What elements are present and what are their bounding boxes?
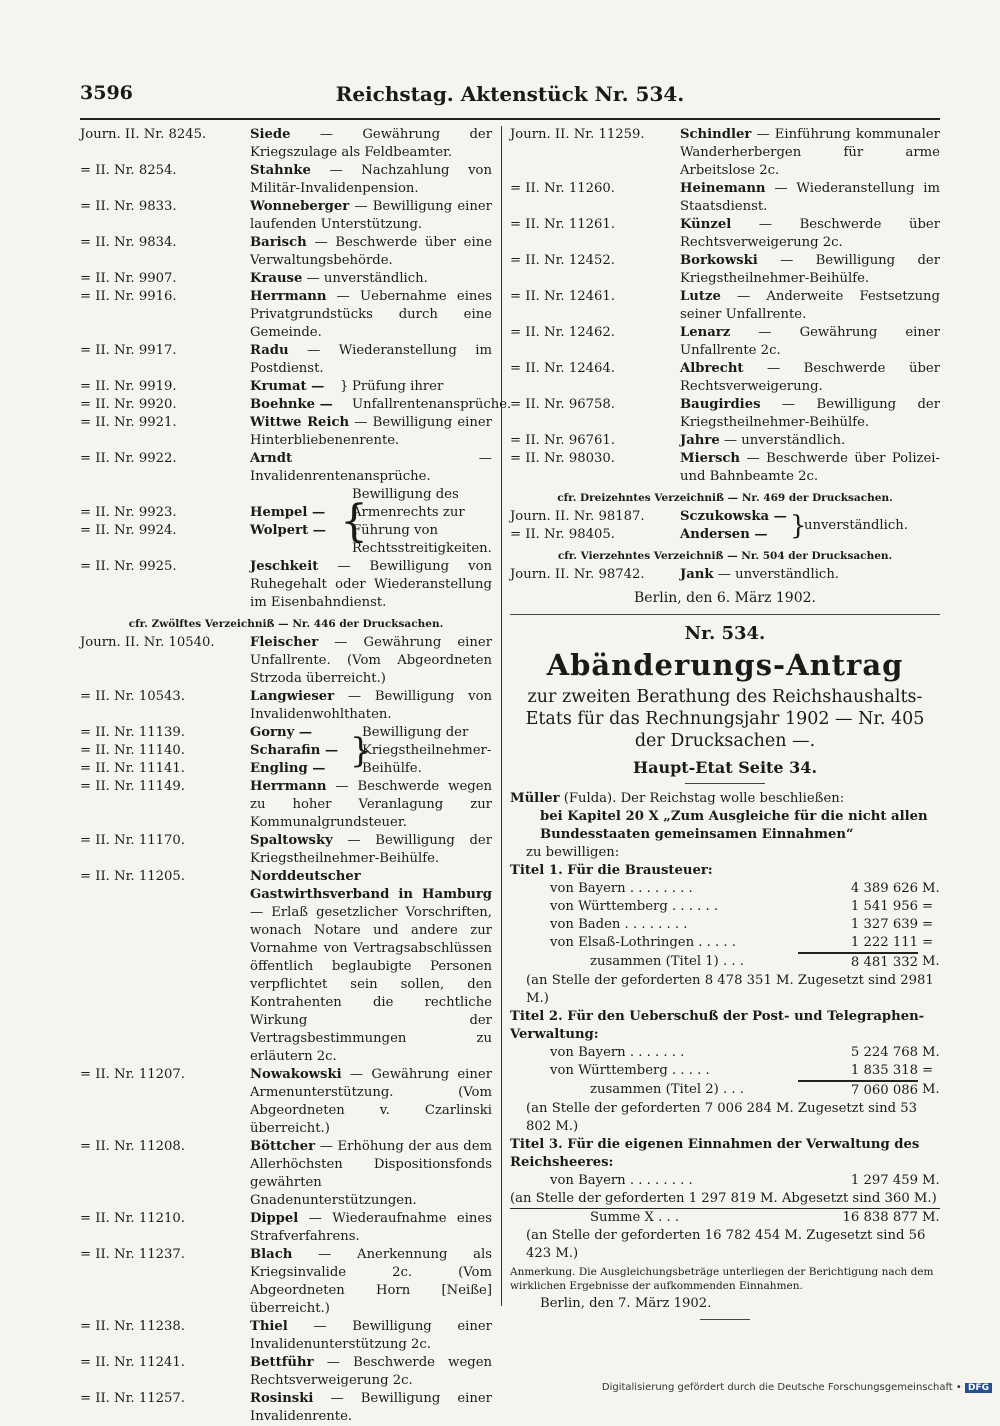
group-refs xyxy=(80,378,250,414)
petition-entry xyxy=(510,566,940,584)
petition-ref: = II. Nr. 96761. xyxy=(510,433,615,448)
petitioner-name: Krumat — xyxy=(250,379,325,394)
motion-intro xyxy=(510,790,940,808)
petition-ref: = II. Nr. 9833. xyxy=(80,199,177,214)
petition-entry xyxy=(510,180,940,216)
petition-text: — Wiederanstellung im Postdienst. xyxy=(250,343,492,376)
petition-text: — Wiederanstellung im Staatsdienst. xyxy=(680,181,940,214)
petition-entry xyxy=(80,778,492,832)
petitioner-name: Baugirdies xyxy=(680,397,761,412)
section-rule xyxy=(510,614,940,615)
petitioner-name: Wonneberger xyxy=(250,199,350,214)
petition-entry xyxy=(80,868,492,1066)
petitioner-name: Sczukowska — xyxy=(680,509,787,524)
group-refs xyxy=(80,724,250,778)
petition-entry xyxy=(80,558,492,612)
petition-ref: = II. Nr. 11140. xyxy=(80,743,185,758)
digitization-footer xyxy=(602,1382,992,1393)
petitioner-name: Blach xyxy=(250,1247,293,1262)
petitioner-name: Jahre xyxy=(680,433,720,448)
brace: } xyxy=(350,731,372,771)
amount-row xyxy=(510,934,940,953)
row-amount: 1 222 111 xyxy=(798,934,918,953)
document-title: Abänderungs-Antrag xyxy=(546,648,904,682)
row-unit: M. xyxy=(922,1173,940,1188)
sum-row: zusammen (Titel 1) . . . 8 481 332 M. xyxy=(590,954,940,970)
petition-entry xyxy=(510,126,940,180)
petition-ref: = II. Nr. 11170. xyxy=(80,833,185,848)
petition-text: — Gewährung einer Unfallrente 2c. xyxy=(680,325,940,358)
petition-ref: = II. Nr. 11207. xyxy=(80,1067,185,1082)
petitioner-name: Albrecht xyxy=(680,361,744,376)
petition-entry xyxy=(80,198,492,234)
petitioner-name: Borkowski xyxy=(680,253,758,268)
petitioner-name: Wolpert — xyxy=(250,523,326,538)
petition-text: — Bewilligung einer Invalidenunterstützung 2c. xyxy=(250,1319,492,1352)
document-subtitle: zur zweiten Berathung des Reichshaushalts-Etats für das Rechnungsjahr 1902 — Nr. 405 der Drucksachen —. xyxy=(525,687,925,751)
titel-1-heading: Titel 1. Für die Brausteuer: xyxy=(510,863,713,878)
petitioner-name: Lutze xyxy=(680,289,721,304)
row-amount: 1 297 459 xyxy=(850,1173,918,1188)
petition-text: — Bewilligung der Kriegstheilnehmer-Beihülfe. xyxy=(680,397,940,430)
etat-reference: Haupt-Etat Seite 34. xyxy=(632,758,818,777)
petition-entry xyxy=(80,634,492,688)
petitioner-name: Miersch xyxy=(680,451,740,466)
footer-text: Digitalisierung gefördert durch die Deutsche Forschungsgemeinschaft • xyxy=(601,1382,962,1393)
petition-ref: = II. Nr. 96758. xyxy=(510,397,615,412)
petitioner-name: Dippel xyxy=(250,1211,299,1226)
petition-group-9919 xyxy=(80,378,512,414)
petition-text: — Gewährung der Kriegszulage als Feldbeamter. xyxy=(250,127,492,160)
petition-ref: = II. Nr. 9916. xyxy=(80,289,177,304)
petition-text: — Beschwerde über eine Verwaltungsbehörde. xyxy=(250,235,492,268)
dfg-logo: DFG xyxy=(965,1383,992,1393)
petition-entry xyxy=(510,396,940,432)
petition-ref: = II. Nr. 12461. xyxy=(510,289,615,304)
row-label: von Württemberg . . . . . . xyxy=(550,899,719,914)
petition-entry xyxy=(80,126,492,162)
petitioner-name: Fleischer xyxy=(250,635,319,650)
petitioner-name: Nowakowski xyxy=(250,1067,342,1082)
petition-text: — Einführung kommunaler Wanderherbergen für arme Arbeitslose 2c. xyxy=(680,127,940,178)
row-unit: = xyxy=(922,1063,934,1078)
petition-entry xyxy=(80,450,492,486)
petition-text: — Bewilligung der Kriegstheilnehmer-Beihülfe. xyxy=(250,833,492,866)
petition-entry xyxy=(80,1390,492,1426)
row-amount: 1 541 956 xyxy=(850,899,918,914)
petition-text: unverständlich. xyxy=(804,518,908,533)
petitioner-name: Radu xyxy=(250,343,289,358)
petition-entry xyxy=(510,216,940,252)
petition-text: — Erhöhung der aus dem Allerhöchsten Dispositionsfonds gewährten Gnadenunterstützungen. xyxy=(250,1139,492,1208)
petitioner-name: Krause xyxy=(250,271,303,286)
amount-row xyxy=(510,916,940,934)
petitioner-name: Norddeutscher Gastwirthsverband in Hamburg xyxy=(250,869,492,902)
petitioner-name: Rosinski xyxy=(250,1391,314,1406)
petition-entry xyxy=(80,1318,492,1354)
petition-text: — Anerkennung als Kriegsinvalide 2c. (Vom Abgeordneten Horn [Neiße] überreicht.) xyxy=(250,1247,492,1316)
column-divider xyxy=(501,126,502,1306)
petition-entry xyxy=(80,234,492,270)
petition-entry xyxy=(80,162,492,198)
petition-ref: = II. Nr. 11260. xyxy=(510,181,615,196)
petitioner-name: Jank xyxy=(680,567,714,582)
petitioner-name: Herrmann xyxy=(250,289,327,304)
petition-ref: Journ. II. Nr. 11259. xyxy=(510,127,645,142)
petition-entry xyxy=(80,1354,492,1390)
petition-entry xyxy=(510,288,940,324)
petition-ref: = II. Nr. 11237. xyxy=(80,1247,185,1262)
petition-text: — Gewährung einer Armenunterstützung. (Vom Abgeordneten v. Czarlinski überreicht.) xyxy=(250,1067,492,1136)
brace: } xyxy=(790,511,807,541)
petitioner-name: Stahnke xyxy=(250,163,311,178)
titel-3-heading: Titel 3. Für die eigenen Einnahmen der Verwaltung des Reichsheeres: xyxy=(510,1137,920,1170)
petitioner-name: Siede xyxy=(250,127,291,142)
petition-ref: = II. Nr. 10543. xyxy=(80,689,185,704)
petition-group-9923 xyxy=(80,486,492,558)
petition-ref: = II. Nr. 11205. xyxy=(80,869,185,884)
petition-ref: Journ. II. Nr. 98187. xyxy=(510,509,645,524)
petition-text: Bewilligung der Kriegstheilnehmer-Beihülfe. xyxy=(362,725,492,776)
petition-text: — unverständlich. xyxy=(713,567,840,582)
petition-text: Bewilligung des Armenrechts zur Führung von Rechtsstreitigkeiten. xyxy=(352,487,492,556)
petitioner-name: Lenarz xyxy=(680,325,731,340)
sum-row: zusammen (Titel 2) . . . 7 060 086 M. xyxy=(590,1082,940,1098)
petition-group-11139 xyxy=(80,724,492,778)
petition-text: — Bewilligung einer Invalidenrente. xyxy=(250,1391,492,1424)
petition-text: — Bewilligung einer laufenden Unterstützung. xyxy=(250,199,492,232)
petition-text: — Bewilligung der Kriegstheilnehmer-Beihülfe. xyxy=(680,253,940,286)
titel-3-note: (an Stelle der geforderten 1 297 819 M. Abgesetzt sind 360 M.) xyxy=(510,1190,940,1209)
amount-row xyxy=(510,880,940,898)
petition-ref: = II. Nr. 9923. xyxy=(80,505,177,520)
petitioner-name: Engling — xyxy=(250,761,326,776)
petition-text: — Erlaß gesetzlicher Vorschriften, wonach Notare und andere zur Vornahme von Vertragsabschlüssen öffentlich beglaubigte Personen verpflichtet sein sollen, den Kontrahenten die rechtliche Wirkung der Vertragsbestimmungen zu erläutern 2c. xyxy=(250,905,492,1064)
petition-ref: = II. Nr. 11238. xyxy=(80,1319,185,1334)
petition-entry xyxy=(80,832,492,868)
summe-note: (an Stelle der geforderten 16 782 454 M. Zugesetzt sind 56 423 M.) xyxy=(526,1228,926,1261)
petition-entry xyxy=(80,288,492,342)
petition-entry xyxy=(510,432,940,450)
row-unit: = xyxy=(922,917,934,932)
kapitel-line: bei Kapitel 20 X „Zum Ausgleiche für die nicht allen Bundesstaaten gemeinsamen Einnahmen“ xyxy=(540,809,928,842)
amount-row xyxy=(510,1172,940,1190)
petition-text: — Invalidenrentenansprüche. xyxy=(250,451,492,484)
petition-ref: = II. Nr. 11210. xyxy=(80,1211,185,1226)
petition-ref: = II. Nr. 9922. xyxy=(80,451,177,466)
petition-text: — unverständlich. xyxy=(302,271,428,286)
petition-ref: = II. Nr. 98405. xyxy=(510,527,615,542)
petition-ref: = II. Nr. 11257. xyxy=(80,1391,185,1406)
petition-entry xyxy=(80,1066,492,1138)
petition-text: — Beschwerde über Rechtsverweigerung. xyxy=(680,361,940,394)
petition-ref: = II. Nr. 9907. xyxy=(80,271,177,286)
petition-entry xyxy=(80,1138,492,1210)
petition-ref: = II. Nr. 11139. xyxy=(80,725,185,740)
amount-row xyxy=(510,898,940,916)
row-amount: 1 835 318 xyxy=(798,1062,918,1081)
row-label: von Baden . . . . . . . . xyxy=(550,917,688,932)
petition-ref: Journ. II. Nr. 10540. xyxy=(80,635,215,650)
petitioner-name: Thiel xyxy=(250,1319,288,1334)
petition-text: — Bewilligung einer Hinterbliebenenrente. xyxy=(250,415,492,448)
petition-text: — Gewährung einer Unfallrente. (Vom Abgeordneten Strzoda überreicht.) xyxy=(250,635,492,686)
row-unit: M. xyxy=(922,1045,940,1060)
row-label: von Bayern . . . . . . . . xyxy=(550,1173,693,1188)
petition-ref: = II. Nr. 12462. xyxy=(510,325,615,340)
petitioner-name: Spaltowsky xyxy=(250,833,333,848)
petitioner-name: Barisch xyxy=(250,235,307,250)
petition-text: — Wiederaufnahme eines Strafverfahrens. xyxy=(250,1211,492,1244)
row-label: von Bayern . . . . . . . xyxy=(550,1045,685,1060)
petitioner-name: Gorny — xyxy=(250,725,313,740)
petition-entry xyxy=(80,270,492,288)
petition-ref: = II. Nr. 98030. xyxy=(510,451,615,466)
petitioner-name: Heinemann xyxy=(680,181,766,196)
petition-text: — Anderweite Festsetzung seiner Unfallrente. xyxy=(680,289,940,322)
petition-ref: = II. Nr. 9919. xyxy=(80,379,177,394)
header-rule xyxy=(80,118,940,120)
amount-row xyxy=(510,1062,940,1081)
page-header xyxy=(80,82,940,116)
petition-entry xyxy=(510,252,940,288)
section-reference: cfr. Zwölftes Verzeichniß — Nr. 446 der Drucksachen. xyxy=(128,618,444,630)
petition-entry xyxy=(510,360,940,396)
petition-group-98187 xyxy=(510,508,940,544)
petition-ref: = II. Nr. 12452. xyxy=(510,253,615,268)
row-unit: = xyxy=(922,935,934,950)
group-refs xyxy=(510,508,680,544)
petition-text: — Uebernahme eines Privatgrundstücks durch eine Gemeinde. xyxy=(250,289,492,340)
petition-ref: = II. Nr. 12464. xyxy=(510,361,615,376)
petition-ref: = II. Nr. 8254. xyxy=(80,163,177,178)
petitioner-name: Herrmann xyxy=(250,779,327,794)
anmerkung: Anmerkung. Die Ausgleichungsbeträge unterliegen der Berichtigung nach dem wirklichen Ergebnisse der aufkommenden Einnahmen. xyxy=(510,1266,934,1292)
row-label: von Bayern . . . . . . . . xyxy=(550,881,693,896)
row-unit: M. xyxy=(922,881,940,896)
petitioner-name: Langwieser xyxy=(250,689,335,704)
petition-ref: = II. Nr. 9834. xyxy=(80,235,177,250)
petitioner-name: Jeschkeit xyxy=(250,559,319,574)
row-unit: = xyxy=(922,899,934,914)
group-refs xyxy=(80,486,250,558)
petitioner-name: Andersen — xyxy=(680,527,768,542)
petition-entry xyxy=(510,324,940,360)
row-amount: 5 224 768 xyxy=(850,1045,918,1060)
titel-1-note: (an Stelle der geforderten 8 478 351 M. Zugesetzt sind 2981 M.) xyxy=(526,973,934,1006)
date-line: Berlin, den 6. März 1902. xyxy=(634,590,816,606)
titel-2-note: (an Stelle der geforderten 7 006 284 M. Zugesetzt sind 53 802 M.) xyxy=(526,1101,918,1134)
mover-text: (Fulda). Der Reichstag wolle beschließen: xyxy=(559,791,845,806)
petition-entry xyxy=(80,1210,492,1246)
date-line: Berlin, den 7. März 1902. xyxy=(540,1296,712,1311)
petition-ref: = II. Nr. 9921. xyxy=(80,415,177,430)
petition-entry xyxy=(80,414,492,450)
petition-ref: = II. Nr. 11208. xyxy=(80,1139,185,1154)
petition-ref: = II. Nr. 9925. xyxy=(80,559,177,574)
mover-name: Müller xyxy=(510,791,560,806)
petitioner-name: Hempel — xyxy=(250,505,326,520)
petitioner-name: Scharafin — xyxy=(250,743,339,758)
petition-text: — Beschwerde wegen zu hoher Veranlagung zur Kommunalgrundsteuer. xyxy=(250,779,492,830)
document-number: Nr. 534. xyxy=(684,623,766,644)
petition-ref: = II. Nr. 9924. xyxy=(80,523,177,538)
end-rule xyxy=(700,1319,750,1320)
left-column xyxy=(80,126,512,1426)
section-reference: cfr. Vierzehntes Verzeichniß — Nr. 504 der Drucksachen. xyxy=(557,550,893,562)
petition-ref: = II. Nr. 9920. xyxy=(80,397,177,412)
petitioner-name: Bettführ xyxy=(250,1355,314,1370)
right-column xyxy=(510,126,940,1326)
titel-2-heading: Titel 2. Für den Ueberschuß der Post- und Telegraphen-Verwaltung: xyxy=(510,1009,925,1042)
petition-ref: = II. Nr. 11149. xyxy=(80,779,185,794)
petition-text: — Bewilligung von Ruhegehalt oder Wiederanstellung im Eisenbahndienst. xyxy=(250,559,492,610)
petition-ref: = II. Nr. 11241. xyxy=(80,1355,185,1370)
brace: { xyxy=(340,496,368,547)
petition-text: — Bewilligung von Invalidenwohlthaten. xyxy=(250,689,492,722)
petition-ref: Journ. II. Nr. 8245. xyxy=(80,127,207,142)
petition-text: Prüfung ihrer Unfallrentenansprüche. xyxy=(352,379,512,412)
row-label: von Elsaß-Lothringen . . . . . xyxy=(550,935,736,950)
section-reference: cfr. Dreizehntes Verzeichniß — Nr. 469 der Drucksachen. xyxy=(557,492,893,504)
petition-text: — Nachzahlung von Militär-Invalidenpension. xyxy=(250,163,492,196)
petition-text: — unverständlich. xyxy=(719,433,846,448)
petitioner-name: Wittwe Reich xyxy=(250,415,350,430)
petition-ref: = II. Nr. 11261. xyxy=(510,217,615,232)
row-amount: 1 327 639 xyxy=(850,917,918,932)
petition-ref: = II. Nr. 11141. xyxy=(80,761,185,776)
summe-row: Summe X . . . 16 838 877 M. xyxy=(590,1210,940,1225)
running-title: Reichstag. Aktenstück Nr. 534. xyxy=(335,82,685,106)
petition-text: — Beschwerde über Rechtsverweigerung 2c. xyxy=(680,217,940,250)
row-amount: 4 389 626 xyxy=(850,881,918,896)
petitioner-name: Boehnke — xyxy=(250,397,333,412)
zu-bewilligen: zu bewilligen: xyxy=(526,845,620,860)
petitioner-name: Künzel xyxy=(680,217,732,232)
petitioner-name: Arndt xyxy=(250,451,293,466)
petitioner-name: Böttcher xyxy=(250,1139,316,1154)
petition-entry xyxy=(80,1246,492,1318)
amount-row xyxy=(510,1044,940,1062)
petitioner-name: Schindler xyxy=(680,127,752,142)
short-rule xyxy=(685,783,765,784)
petition-text: — Beschwerde wegen Rechtsverweigerung 2c. xyxy=(250,1355,492,1388)
page-number: 3596 xyxy=(80,82,133,104)
petition-entry xyxy=(80,342,492,378)
petition-entry xyxy=(510,450,940,486)
petition-text: — Beschwerde über Polizei- und Bahnbeamte 2c. xyxy=(680,451,940,484)
petition-ref: Journ. II. Nr. 98742. xyxy=(510,567,645,582)
petition-ref: = II. Nr. 9917. xyxy=(80,343,177,358)
row-label: von Württemberg . . . . . xyxy=(550,1063,710,1078)
petition-entry xyxy=(80,688,492,724)
brace: } xyxy=(340,379,349,394)
